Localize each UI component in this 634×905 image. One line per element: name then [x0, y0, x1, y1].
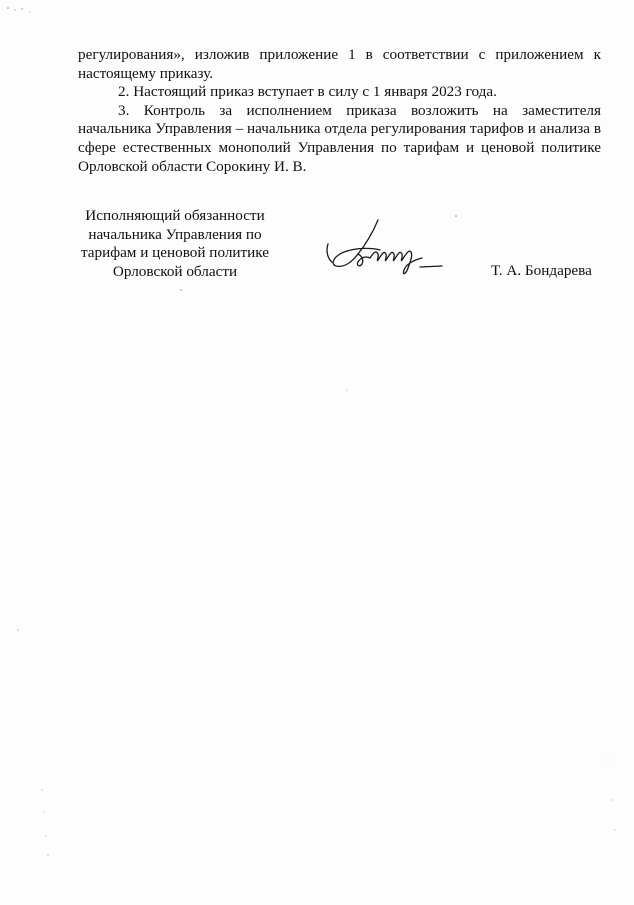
signer-name: Т. А. Бондарева [491, 262, 592, 279]
handwritten-signature [318, 214, 448, 284]
signatory-position-line-1: Исполняющий обязанности [85, 207, 265, 224]
paragraph-continuation: регулирования», изложив приложение 1 в соответствии с приложением к настоящему приказу. [78, 46, 601, 82]
signatory-position [70, 207, 280, 281]
document-body [78, 46, 601, 176]
signatory-position-line-3: тарифам и ценовой политике [80, 244, 270, 262]
signatory-position-line-4: Орловской области [112, 262, 238, 280]
signatory-position-line-2: начальника Управления по [88, 225, 262, 243]
paragraph-item-3: 3. Контроль за исполнением приказа возложить на заместителя начальника Управления – начальника отдела регулирования тарифов и анализа в сфере естественных монополий Управления по тарифам и ценовой политике Орловской области Сорокину И. В. [78, 101, 601, 175]
paragraph-item-2: 2. Настоящий приказ вступает в силу с 1 января 2023 года. [118, 83, 497, 101]
